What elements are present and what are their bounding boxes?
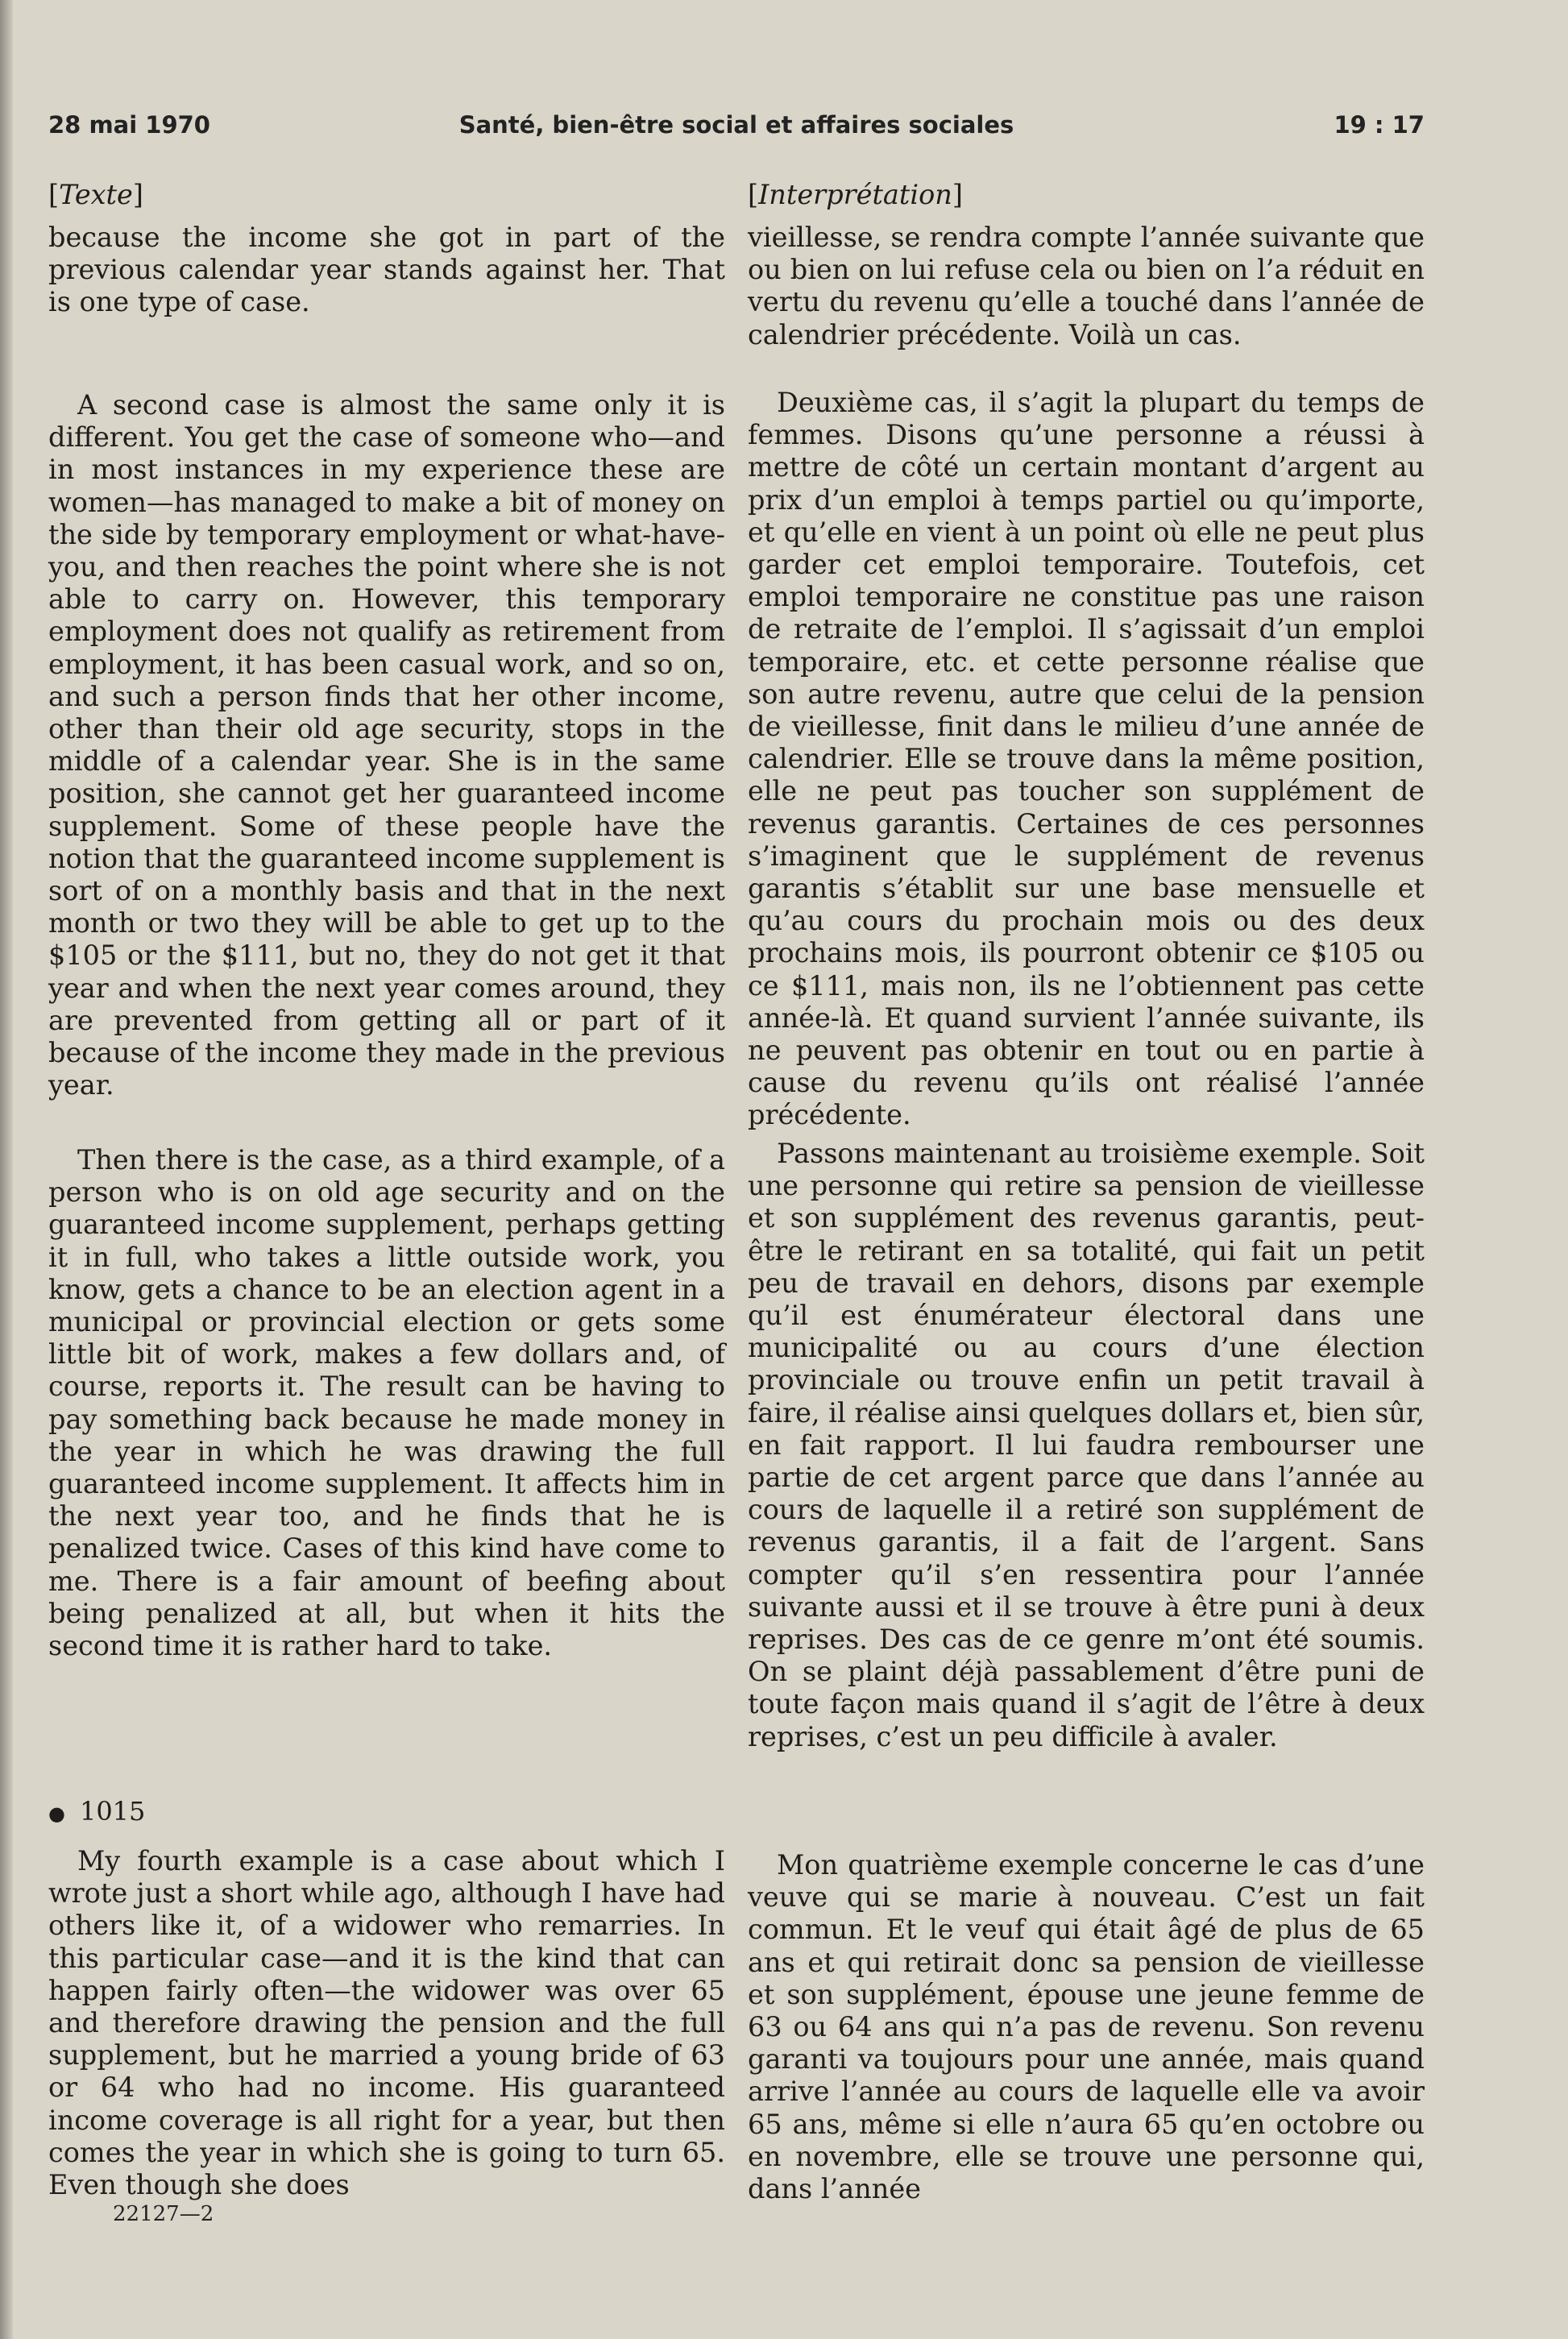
marker-number: 1015 — [79, 1796, 146, 1827]
label-texte: Texte — [59, 179, 133, 210]
left-column-label: [Texte] — [48, 179, 143, 210]
running-head — [48, 111, 1425, 150]
section-marker — [48, 1795, 725, 1830]
right-paragraph-1: vieillesse, se rendra compte l’année suivante que ou bien on lui refuse cela ou bien on l’a réduit en vertu du revenu qu’elle a touché dans l’année de calendrier précédente. Voilà un cas. — [748, 222, 1425, 350]
right-paragraph-4: Mon quatrième exemple concerne le cas d’une veuve qui se marie à nouveau. C’est un fait commun. Et le veuf qui était âgé de plus de 65 ans et qui retirait donc sa pension de vieillesse et son supplément, épouse une jeune femme de 63 ou 64 ans qui n’a pas de revenu. Son revenu garanti va toujours pour une année, mais quand arrive l’année au cours de laquelle elle va avoir 65 ans, même si elle n’aura 65 qu’en octobre ou en novembre, elle se trouve une personne qui, dans l’année — [748, 1849, 1425, 2205]
right-paragraph-3: Passons maintenant au troisième exemple. Soit une personne qui retire sa pension de vieillesse et son supplément des revenus garantis, peut-être le retirant en sa totalité, qui fait un petit peu de travail en dehors, disons par exemple qu’il est énumérateur électoral dans une municipalité ou au cours d’une élection provinciale ou trouve enfin un petit travail à faire, il réalise ainsi quelques dollars et, bien sûr, en fait rapport. Il lui faudra rembourser une partie de cet argent parce que dans l’année au cours de laquelle il a retiré son supplément de revenus garantis, il a fait de l’argent. Sans compter qu’il s’en ressentira pour l’année suivante aussi et il se trouve à être puni à deux reprises. Des cas de ce genre m’ont été soumis. On se plaint déjà passablement d’être puni de toute façon mais quand il s’agit de l’être à deux reprises, c’est un peu difficile à avaler. — [748, 1138, 1425, 1752]
header-page-number: 19 : 17 — [1334, 111, 1425, 139]
binding-edge — [0, 0, 13, 2339]
footer-code: 22127—2 — [113, 2202, 214, 2226]
left-paragraph-2: A second case is almost the same only it is different. You get the case of someone who—and in most instances in my experience these are women—has managed to make a bit of money on the side by temporary employment or what-have-you, and then reaches the point where she is not able to carry on. However, this temporary employment does not qualify as retirement from employment, it has been casual work, and so on, and such a person finds that her other income, other than their old age security, stops in the middle of a calendar year. She is in the same position, she cannot get her guaranteed income supplement. Some of these people have the notion that the guaranteed income supplement is sort of on a monthly basis and that in the next month or two they will be able to get up to the $105 or the $111, but no, they do not get it that year and when the next year comes around, they are prevented from getting all or part of it because of the income they made in the previous year. — [48, 389, 725, 1101]
bullet-icon: ● — [48, 1802, 65, 1825]
left-paragraph-1: because the income she got in part of the previous calendar year stands against her. That is one type of case. — [48, 222, 725, 318]
left-paragraph-3: Then there is the case, as a third example, of a person who is on old age security and on the guaranteed income supplement, perhaps getting it in full, who takes a little outside work, you know, gets a chance to be an election agent in a municipal or provincial election or gets some little bit of work, makes a few dollars and, of course, reports it. The result can be having to pay something back because he made money in the year in which he was drawing the full guaranteed income supplement. It affects him in the next year too, and he finds that he is penalized twice. Cases of this kind have come to me. There is a fair amount of beefing about being penalized at all, but when it hits the second time it is rather hard to take. — [48, 1144, 725, 1662]
left-paragraph-4: My fourth example is a case about which I wrote just a short while ago, although I have had others like it, of a widower who remarries. In this particular case—and it is the kind that can happen fairly often—the widower was over 65 and therefore drawing the pension and the full supplement, but he married a young bride of 63 or 64 who had no income. His guaranteed income coverage is all right for a year, but then comes the year in which she is going to turn 65. Even though she does — [48, 1845, 725, 2201]
header-date: 28 mai 1970 — [48, 111, 210, 139]
header-title: Santé, bien-être social et affaires sociales — [458, 111, 1014, 139]
right-column-label: [Interprétation] — [748, 179, 963, 210]
right-paragraph-2: Deuxième cas, il s’agit la plupart du temps de femmes. Disons qu’une personne a réussi à mettre de côté un certain montant d’argent au prix d’un emploi à temps partiel ou qu’importe, et qu’elle en vient à un point où elle ne peut plus garder cet emploi temporaire. Toutefois, cet emploi temporaire ne constitue pas une raison de retraite de l’emploi. Il s’agissait d’un emploi temporaire, etc. et cette personne réalise que son autre revenu, autre que celui de la pension de vieillesse, finit dans le milieu d’une année de calendrier. Elle se trouve dans la même position, elle ne peut pas toucher son supplément de revenus garantis. Certaines de ces personnes s’imaginent que le supplément de revenus garantis s’établit sur une base mensuelle et qu’au cours du prochain mois ou des deux prochains mois, ils pourront obtenir ce $105 ou ce $111, mais non, ils ne l’obtiennent pas cette année-là. Et quand survient l’année suivante, ils ne peuvent pas obtenir en tout ou en partie à cause du revenu qu’ils ont réalisé l’année précédente. — [748, 387, 1425, 1131]
label-interpretation: Interprétation — [758, 179, 952, 210]
